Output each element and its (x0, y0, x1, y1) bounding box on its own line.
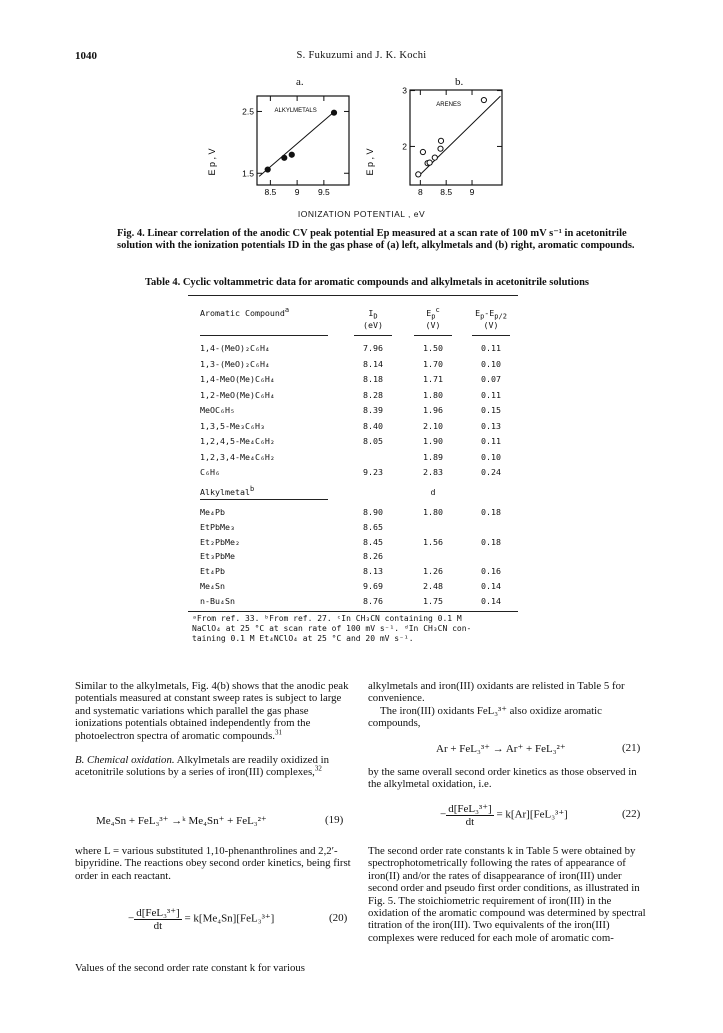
alkyl-row-1-ep-ep2: 0.18 (481, 507, 501, 517)
aromatic-row-5-compound: MeOC₆H₅ (200, 405, 235, 415)
aromatic-row-6-ep-ep2: 0.13 (481, 420, 501, 431)
left-paragraph-4: Values of the second order rate constant k for various (75, 962, 305, 974)
aromatic-row-2-compound: 1,3-(MeO)₂C₆H₄ (200, 358, 270, 369)
header-underline-4 (472, 335, 510, 336)
table-top-rule (188, 295, 518, 296)
figure-caption: Fig. 4. Linear correlation of the anodic CV peak potential Ep measured at a scan rate of 100 mV s⁻¹ in acetonitrile solution with the ionization potentials ID in the gas phase of (a) left, alkylmetals and (b) right, aromatic compounds. (117, 228, 635, 251)
aromatic-row-3-ep: 1.71 (423, 374, 443, 384)
header-ep-ep2-unit: (V) (483, 320, 499, 330)
aromatic-row-2-ep-ep2: 0.10 (481, 358, 501, 369)
aromatic-row-4-id: 8.28 (363, 389, 383, 400)
footnote-line-3: taining 0.1 M Et₄NClO₄ at 25 °C and 20 mV s⁻¹. (192, 634, 414, 643)
panel-a-point-4 (331, 110, 336, 115)
table-caption: Table 4. Cyclic voltammetric data for aromatic compounds and alkylmetals in acetonitrile solutions (145, 277, 589, 288)
aromatic-row-3-compound: 1,4-MeO(Me)C₆H₄ (200, 374, 275, 384)
alkyl-underline (200, 499, 328, 500)
figure-4 (195, 84, 535, 219)
aromatic-row-3-id: 8.18 (363, 374, 383, 384)
alkyl-row-3-ep-ep2: 0.18 (481, 536, 501, 547)
right-paragraph-3: by the same overall second order kinetics as those observed in the alkylmetal oxidation, i.e. (368, 766, 637, 791)
aromatic-row-6-compound: 1,3,5-Me₃C₆H₃ (200, 420, 265, 431)
panel-a-plot (242, 96, 349, 197)
alkylmetal-header: Alkylmetal$^b$ (200, 485, 255, 497)
header-ep-ep2: $E_p-E_{p/2}$ (475, 308, 507, 321)
footnote-line-2: NaClO₄ at 25 °C at scan rate of 100 mV s⁻¹. ᵈIn CH₃CN con- (192, 624, 472, 633)
panel-a-ytick-label-2: 2.5 (242, 106, 254, 117)
aromatic-row-1-compound: 1,4-(MeO)₂C₆H₄ (200, 343, 270, 353)
alkyl-row-7-id: 8.76 (363, 595, 383, 606)
alkyl-row-5-compound: Et₄Pb (200, 566, 225, 577)
aromatic-row-7-id: 8.05 (363, 436, 383, 446)
panel-a-point-3 (289, 152, 294, 157)
alkyl-row-2-id: 8.65 (363, 521, 383, 532)
header-underline-2 (354, 335, 392, 336)
alkyl-row-7-ep: 1.75 (423, 595, 443, 606)
panel-b-annotation: ARENES (436, 102, 461, 108)
page-number: 1040 (75, 50, 97, 62)
aromatic-row-4-ep: 1.80 (423, 389, 443, 400)
alkyl-row-6-compound: Me₄Sn (200, 581, 225, 591)
aromatic-row-2-id: 8.14 (363, 358, 383, 369)
aromatic-row-8-ep: 1.89 (423, 451, 443, 462)
right-paragraph-4: The second order rate constants k in Table 5 were obtained by spectrophotometrically following the rates of appearance of iron(II) and/or the rates of disappearance of iron(III) under second order and pseudo first order conditions, as illustrated in Fig. 5. The stoichiometric requirement of iron(III) in the oxidation of the aromatic compound was determined by spectral titration of the iron(III). Two equivalents of the iron(III) complexes were reduced for each mole of aromatic com- (368, 845, 646, 944)
alkyl-row-1-compound: Me₄Pb (200, 507, 225, 517)
panel-a-fit-line (259, 111, 334, 176)
alkyl-row-7-ep-ep2: 0.14 (481, 595, 501, 606)
panel-a-ytick-label-1: 1.5 (242, 168, 254, 179)
aromatic-row-4-compound: 1,2-MeO(Me)C₆H₄ (200, 389, 275, 400)
alkyl-row-1-ep: 1.80 (423, 507, 443, 517)
equation-20: − $\frac{\text{d[FeL₃³⁺]}}{dt}$ = k[Me₄Sn][FeL₃³⁺] (128, 907, 275, 932)
table-footnotes (192, 614, 522, 644)
panel-a-label: a. (296, 76, 304, 88)
equation-21: Ar + FeL₃³⁺ → Ar⁺ + FeL₃²⁺ (436, 743, 566, 755)
equation-21-number: (21) (622, 742, 641, 754)
alkylmetal-header-d: d (430, 487, 436, 497)
equation-22-number: (22) (622, 808, 641, 820)
panel-b-point-8 (481, 97, 486, 102)
alkyl-row-6-id: 9.69 (363, 581, 383, 591)
header-id: $I_D$ (368, 308, 378, 321)
panel-b-ytick-label-2: 3 (402, 85, 407, 96)
panel-a-point-1 (265, 167, 270, 172)
panel-b-xtick-label-1: 8 (417, 187, 423, 197)
panel-b-label: b. (455, 76, 464, 88)
alkyl-row-5-ep-ep2: 0.16 (481, 566, 501, 577)
header-underline-3 (414, 335, 452, 336)
header-ep: $E_p^c$ (426, 306, 440, 321)
aromatic-row-5-ep-ep2: 0.15 (481, 405, 501, 415)
panel-b-point-6 (438, 146, 443, 151)
footnote-line-1: ᵃFrom ref. 33. ᵇFrom ref. 27. ᶜIn CH₃CN containing 0.1 M (192, 614, 462, 623)
alkyl-row-3-compound: Et₂PbMe₂ (200, 536, 240, 547)
alkyl-row-6-ep: 2.48 (423, 581, 443, 591)
panel-b-xtick-label-3: 9 (469, 187, 475, 197)
panel-b-point-4 (427, 160, 432, 165)
y-axis-label-b: E p , V (365, 148, 375, 176)
aromatic-row-2-ep: 1.70 (423, 358, 443, 369)
alkyl-row-6-ep-ep2: 0.14 (481, 581, 501, 591)
alkyl-row-4-compound: Et₃PbMe (200, 551, 235, 562)
running-header: S. Fukuzumi and J. K. Kochi (296, 50, 427, 61)
aromatic-row-4-ep-ep2: 0.11 (481, 389, 501, 400)
alkyl-row-3-ep: 1.56 (423, 536, 443, 547)
alkyl-row-5-ep: 1.26 (423, 566, 443, 577)
aromatic-row-1-id: 7.96 (363, 343, 383, 353)
aromatic-row-9-ep-ep2: 0.24 (481, 467, 501, 477)
aromatic-row-6-id: 8.40 (363, 420, 383, 431)
aromatic-row-9-ep: 2.83 (423, 467, 443, 477)
aromatic-row-7-compound: 1,2,4,5-Me₄C₆H₂ (200, 436, 275, 446)
right-paragraph-2: The iron(III) oxidants FeL₃³⁺ also oxidize aromatic compounds, (368, 705, 602, 730)
aromatic-row-9-compound: C₆H₆ (200, 467, 220, 477)
panel-b-xtick-label-2: 8.5 (440, 187, 453, 197)
table-bottom-rule (188, 611, 518, 612)
header-underline-1 (200, 335, 328, 336)
y-axis-label-a: E p , V (207, 148, 217, 176)
panel-b-point-1 (416, 172, 421, 177)
header-ep-unit: (V) (425, 320, 441, 330)
panel-b-point-2 (420, 149, 425, 154)
panel-a-point-2 (282, 155, 287, 160)
aromatic-row-6-ep: 2.10 (423, 420, 443, 431)
aromatic-row-5-ep: 1.96 (423, 405, 443, 415)
aromatic-row-8-compound: 1,2,3,4-Me₄C₆H₂ (200, 451, 275, 462)
alkyl-row-7-compound: n-Bu₄Sn (200, 595, 235, 606)
panel-b-point-5 (432, 155, 437, 160)
aromatic-row-9-id: 9.23 (363, 467, 383, 477)
panel-a-xtick-label-1: 8.5 (264, 187, 277, 197)
table-4 (188, 295, 518, 613)
aromatic-row-1-ep-ep2: 0.11 (481, 343, 501, 353)
left-paragraph-1: Similar to the alkylmetals, Fig. 4(b) shows that the anodic peak potentials measured at constant sweep rates is subject to large and systematic variations which parallel the gas phase ionizations potentials obtained independently from the photoelectron spectra of aromatic compounds.$^{31}$ (75, 680, 349, 742)
left-paragraph-3: where L = various substituted 1,10-phenanthrolines and 2,2′-bipyridine. The reactions obey second order kinetics, being first order in each reactant. (75, 845, 351, 882)
aromatic-row-7-ep-ep2: 0.11 (481, 436, 501, 446)
header-id-unit: (eV) (363, 320, 383, 330)
panel-b-plot (402, 86, 502, 197)
left-paragraph-2: B. Chemical oxidation. Alkylmetals are readily oxidized in acetonitrile solutions by a series of iron(III) complexes,$^{32}$ (75, 754, 329, 779)
alkyl-row-3-id: 8.45 (363, 536, 383, 547)
aromatic-row-7-ep: 1.90 (423, 436, 443, 446)
section-heading: B. Chemical oxidation. (75, 754, 175, 766)
panel-b-point-7 (438, 138, 443, 143)
alkyl-row-1-id: 8.90 (363, 507, 383, 517)
x-axis-label: IONIZATION POTENTIAL , eV (297, 209, 426, 219)
aromatic-row-3-ep-ep2: 0.07 (481, 374, 501, 384)
panel-b-ytick-label-1: 2 (402, 141, 407, 152)
panel-a-annotation: ALKYLMETALS (274, 108, 317, 114)
header-aromatic-compound: Aromatic Compound$^a$ (200, 306, 290, 318)
alkyl-row-5-id: 8.13 (363, 566, 383, 577)
panel-a-xtick-label-3: 9.5 (317, 187, 330, 197)
equation-19: Me₄Sn + FeL₃³⁺ →ᵏ Me₄Sn⁺ + FeL₃²⁺ (96, 815, 267, 827)
alkyl-row-2-compound: EtPbMe₃ (200, 521, 235, 532)
equation-20-number: (20) (329, 912, 348, 924)
equation-19-number: (19) (325, 814, 344, 826)
aromatic-row-8-ep-ep2: 0.10 (481, 451, 501, 462)
right-paragraph-1: alkylmetals and iron(III) oxidants are relisted in Table 5 for convenience. (368, 680, 625, 705)
equation-22: − $\frac{\text{d[FeL₃³⁺]}}{dt}$ = k[Ar][FeL₃³⁺] (440, 803, 568, 828)
panel-a-xtick-label-2: 9 (294, 187, 300, 197)
aromatic-row-1-ep: 1.50 (423, 343, 443, 353)
alkyl-row-4-id: 8.26 (363, 551, 383, 562)
aromatic-row-5-id: 8.39 (363, 405, 383, 415)
